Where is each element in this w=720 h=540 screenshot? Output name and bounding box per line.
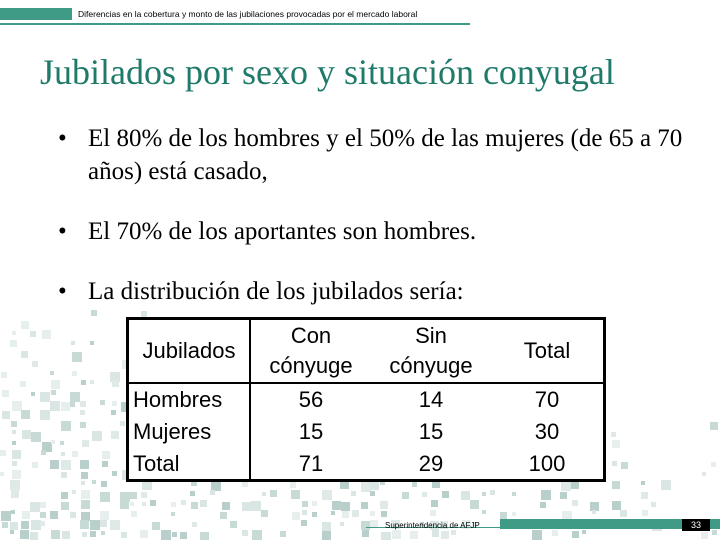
mosaic-tile: [582, 530, 586, 534]
mosaic-tile: [612, 440, 620, 448]
mosaic-tile: [80, 460, 89, 469]
mosaic-tile: [10, 340, 17, 347]
mosaic-tile: [20, 530, 29, 539]
mosaic-tile: [290, 482, 296, 488]
mosaic-tile: [701, 532, 708, 539]
mosaic-tile: [100, 492, 110, 502]
row-label: Mujeres: [129, 416, 250, 448]
mosaic-tile: [352, 510, 359, 517]
mosaic-tile: [80, 422, 86, 428]
header-bar: [0, 8, 470, 20]
mosaic-tile: [302, 501, 308, 507]
mosaic-tile: [200, 532, 209, 540]
mosaic-tile: [12, 450, 21, 459]
mosaic-tile: [11, 421, 17, 427]
mosaic-tile: [81, 472, 88, 479]
cell-value: 14: [418, 387, 444, 412]
mosaic-tile: [61, 460, 71, 470]
mosaic-tile: [42, 330, 51, 339]
header-con-conyuge: Con cónyuge: [250, 320, 371, 383]
header-jubilados: Jubilados: [129, 320, 250, 383]
mosaic-tile: [430, 510, 436, 516]
mosaic-tile: [0, 450, 6, 456]
mosaic-tile: [370, 481, 379, 490]
header-total: Total: [491, 320, 603, 383]
mosaic-tile: [171, 512, 175, 516]
mosaic-tile: [120, 500, 129, 509]
mosaic-tile: [80, 520, 89, 529]
mosaic-tile: [262, 492, 266, 496]
mosaic-tile: [402, 492, 409, 499]
mosaic-tile: [712, 530, 717, 535]
mosaic-tile: [211, 481, 221, 491]
mosaic-tile: [21, 321, 29, 329]
mosaic-tile: [70, 402, 75, 407]
mosaic-tile: [112, 380, 119, 387]
mosaic-tile: [80, 401, 86, 407]
mosaic-tile: [552, 530, 558, 536]
mosaic-tile: [512, 512, 516, 516]
mosaic-tile: [140, 530, 148, 538]
cell-value: 56: [298, 387, 324, 412]
mosaic-tile: [1, 372, 7, 378]
mosaic-tile: [621, 462, 628, 469]
mosaic-tile: [130, 492, 137, 499]
mosaic-tile: [51, 440, 55, 444]
mosaic-tile: [51, 380, 60, 389]
mosaic-tile: [72, 451, 78, 457]
mosaic-tile: [90, 341, 94, 345]
mosaic-tile: [561, 481, 571, 491]
mosaic-tile: [72, 371, 77, 376]
mosaic-tile: [541, 490, 551, 500]
cell-value: 100: [528, 451, 566, 476]
mosaic-tile: [251, 501, 261, 511]
mosaic-tile: [312, 512, 317, 517]
mosaic-tile: [32, 462, 38, 468]
mosaic-tile: [102, 461, 108, 467]
mosaic-tile: [361, 482, 371, 492]
mosaic-tile: [91, 310, 97, 316]
mosaic-tile: [442, 491, 449, 498]
mosaic-tile: [612, 461, 617, 466]
mosaic-tile: [322, 490, 332, 500]
mosaic-tile: [322, 522, 331, 531]
mosaic-tile: [322, 531, 331, 540]
mosaic-tile: [482, 492, 486, 496]
mosaic-tile: [50, 371, 54, 375]
mosaic-tile: [60, 441, 64, 445]
mosaic-tile: [210, 490, 215, 495]
mosaic-tile: [451, 530, 456, 535]
mosaic-tile: [252, 530, 262, 540]
mosaic-tile: [61, 421, 71, 431]
mosaic-tile: [10, 530, 14, 534]
mosaic-tile: [51, 530, 60, 539]
mosaic-tile: [370, 491, 375, 496]
mosaic-tile: [532, 530, 542, 540]
mosaic-tile: [70, 392, 80, 402]
header-rule: [0, 23, 470, 25]
mosaic-tile: [470, 500, 479, 509]
mosaic-tile: [90, 520, 100, 530]
mosaic-tile: [31, 520, 41, 530]
bullet-list: [58, 122, 698, 308]
mosaic-tile: [40, 392, 50, 402]
mosaic-tile: [381, 511, 387, 517]
header-text: Diferencias en la cobertura y monto de las jubilaciones provocadas por el mercado laboral: [78, 9, 418, 19]
table-row: [129, 448, 603, 480]
mosaic-tile: [620, 510, 627, 517]
mosaic-tile: [21, 410, 30, 419]
mosaic-tile: [90, 380, 94, 384]
mosaic-tile: [362, 530, 369, 537]
mosaic-tile: [592, 510, 596, 514]
mosaic-tile: [361, 502, 368, 509]
mosaic-tile: [150, 500, 156, 506]
mosaic-tile: [142, 502, 146, 506]
bullet-item: [58, 215, 698, 248]
table-row: [129, 416, 603, 448]
mosaic-tile: [161, 530, 171, 540]
mosaic-tile: [101, 481, 107, 487]
mosaic-tile: [190, 491, 195, 496]
mosaic-tile: [441, 531, 449, 539]
mosaic-tile: [560, 492, 567, 499]
mosaic-tile: [500, 512, 507, 519]
mosaic-tile: [10, 522, 18, 530]
mosaic-tile: [12, 331, 16, 335]
mosaic-tile: [242, 530, 248, 536]
mosaic-tile: [41, 450, 46, 455]
mosaic-tile: [90, 531, 96, 537]
mosaic-tile: [82, 440, 89, 447]
mosaic-tile: [702, 472, 706, 476]
cell-value: 30: [534, 419, 560, 444]
mosaic-tile: [81, 380, 86, 385]
mosaic-tile: [1, 511, 11, 521]
mosaic-tile: [312, 501, 317, 506]
mosaic-tile: [31, 392, 35, 396]
mosaic-tile: [111, 431, 119, 439]
mosaic-tile: [302, 510, 307, 515]
mosaic-tile: [81, 490, 90, 499]
cell-value: 15: [298, 419, 324, 444]
cell-value: 29: [418, 451, 444, 476]
mosaic-tile: [92, 480, 96, 484]
mosaic-tile: [82, 532, 87, 537]
mosaic-tile: [61, 502, 69, 510]
mosaic-tile: [22, 430, 31, 439]
cell-value: 70: [534, 387, 560, 412]
mosaic-tile: [152, 522, 160, 530]
mosaic-tile: [72, 352, 82, 362]
row-label: Total: [129, 448, 250, 480]
mosaic-tile: [571, 481, 579, 489]
mosaic-tile: [81, 481, 85, 485]
mosaic-tile: [131, 511, 137, 517]
mosaic-tile: [71, 341, 75, 345]
bullet-text: La distribución de los jubilados sería:: [88, 278, 464, 305]
mosaic-tile: [412, 482, 417, 487]
mosaic-tile: [341, 502, 350, 511]
row-label: Hombres: [129, 383, 250, 416]
mosaic-tile: [572, 531, 579, 538]
mosaic-tile: [410, 531, 418, 539]
mosaic-tile: [81, 512, 90, 521]
mosaic-tile: [220, 512, 227, 519]
mosaic-tile: [112, 471, 117, 476]
table-header-row: [129, 320, 603, 383]
bullet-item: [58, 122, 698, 188]
mosaic-tile: [62, 531, 70, 539]
mosaic-tile: [70, 512, 76, 518]
mosaic-tile: [22, 511, 30, 519]
mosaic-tile: [461, 491, 470, 500]
mosaic-tile: [291, 490, 300, 499]
page-number: 33: [682, 519, 710, 531]
mosaic-tile: [171, 502, 176, 507]
mosaic-tile: [222, 502, 230, 510]
mosaic-tile: [612, 501, 621, 510]
mosaic-tile: [301, 520, 307, 526]
mosaic-tile: [392, 530, 401, 539]
mosaic-tile: [110, 520, 120, 530]
mosaic-tile: [490, 490, 495, 495]
mosaic-tile: [120, 421, 125, 426]
retirees-table: [126, 317, 606, 482]
mosaic-tile: [20, 381, 26, 387]
mosaic-tile: [81, 500, 90, 509]
mosaic-tile: [482, 510, 486, 514]
bullet-text: El 70% de los aportantes son hombres.: [88, 218, 477, 245]
mosaic-tile: [72, 490, 76, 494]
mosaic-tile: [112, 401, 117, 406]
mosaic-tile: [230, 521, 237, 528]
mosaic-tile: [572, 500, 578, 506]
bullet-marker: •: [58, 218, 67, 245]
mosaic-tile: [61, 402, 70, 411]
mosaic-tile: [61, 492, 68, 499]
mosaic-tile: [611, 432, 616, 437]
mosaic-tile: [80, 410, 85, 415]
mosaic-tile: [61, 452, 65, 456]
mosaic-tile: [21, 351, 28, 358]
mosaic-tile: [651, 502, 656, 507]
mosaic-tile: [2, 390, 9, 397]
mosaic-tile: [0, 472, 4, 476]
mosaic-tile: [50, 460, 59, 469]
mosaic-tile: [130, 502, 134, 506]
mosaic-tile: [361, 521, 370, 530]
mosaic-tile: [40, 512, 46, 518]
mosaic-tile: [12, 441, 16, 445]
mosaic-tile: [10, 480, 20, 490]
mosaic-tile: [101, 531, 105, 535]
mosaic-tile: [40, 521, 45, 526]
mosaic-tile: [40, 410, 50, 420]
mosaic-tile: [351, 491, 356, 496]
mosaic-tile: [342, 511, 349, 518]
mosaic-tile: [261, 510, 268, 517]
mosaic-tile: [711, 462, 716, 467]
bullet-marker: •: [58, 278, 67, 305]
mosaic-tile: [92, 431, 102, 441]
mosaic-tile: [270, 490, 277, 497]
mosaic-tile: [661, 480, 671, 490]
mosaic-tile: [30, 502, 40, 512]
mosaic-tile: [102, 451, 110, 459]
mosaic-tile: [100, 520, 107, 527]
header-accent-block: [0, 8, 72, 20]
mosaic-tile: [380, 501, 388, 509]
slide-title: Jubilados por sexo y situación conyugal: [40, 52, 615, 92]
mosaic-tile: [612, 481, 620, 489]
mosaic-tile: [2, 411, 10, 419]
table-row: [129, 383, 603, 416]
mosaic-tile: [192, 522, 197, 527]
mosaic-tile: [61, 472, 67, 478]
mosaic-tile: [200, 500, 207, 507]
mosaic-tile: [31, 432, 41, 442]
mosaic-tile: [30, 331, 36, 337]
mosaic-tile: [242, 502, 251, 511]
mosaic-tile: [432, 530, 439, 537]
mosaic-tile: [381, 532, 391, 540]
mosaic-tile: [40, 502, 46, 508]
mosaic-tile: [50, 511, 58, 519]
mosaic-tile: [100, 511, 109, 520]
bullet-item: [58, 275, 698, 308]
mosaic-tile: [590, 502, 599, 511]
mosaic-tile: [111, 410, 116, 415]
cell-value: 71: [298, 451, 324, 476]
mosaic-tile: [180, 532, 187, 539]
mosaic-tile: [100, 400, 105, 405]
mosaic-tile: [50, 401, 60, 411]
cell-value: 15: [418, 419, 444, 444]
mosaic-tile: [370, 511, 375, 516]
mosaic-tile: [191, 502, 198, 509]
mosaic-tile: [431, 500, 438, 507]
mosaic-tile: [51, 390, 56, 395]
mosaic-tile: [642, 510, 648, 516]
mosaic-tile: [422, 492, 427, 497]
bullet-marker: •: [58, 125, 67, 152]
mosaic-tile: [710, 422, 718, 430]
mosaic-tile: [540, 502, 546, 508]
mosaic-tile: [12, 470, 21, 479]
mosaic-tile: [641, 492, 648, 499]
mosaic-tile: [340, 522, 344, 526]
mosaic-tile: [332, 501, 341, 510]
mosaic-tile: [331, 511, 335, 515]
mosaic-tile: [172, 532, 177, 537]
mosaic-tile: [280, 531, 286, 537]
bullet-text: El 80% de los hombres y el 50% de las mujeres (de 65 a 70 años) está casado,: [88, 125, 683, 185]
header-sin-conyuge: Sin cónyuge: [371, 320, 491, 383]
mosaic-tile: [32, 361, 38, 367]
mosaic-tile: [21, 521, 29, 529]
mosaic-tile: [11, 490, 19, 498]
mosaic-tile: [121, 532, 127, 538]
mosaic-tile: [11, 510, 15, 514]
mosaic-tile: [292, 512, 300, 520]
mosaic-tile: [2, 522, 8, 528]
mosaic-tile: [12, 461, 17, 466]
footer-source: Superintendencia de AFJP: [385, 521, 480, 530]
mosaic-tile: [12, 430, 16, 434]
mosaic-tile: [12, 401, 22, 411]
mosaic-tile: [181, 500, 186, 505]
mosaic-tile: [512, 492, 516, 496]
mosaic-tile: [141, 492, 147, 498]
mosaic-tile: [641, 481, 645, 485]
mosaic-tile: [30, 532, 38, 540]
